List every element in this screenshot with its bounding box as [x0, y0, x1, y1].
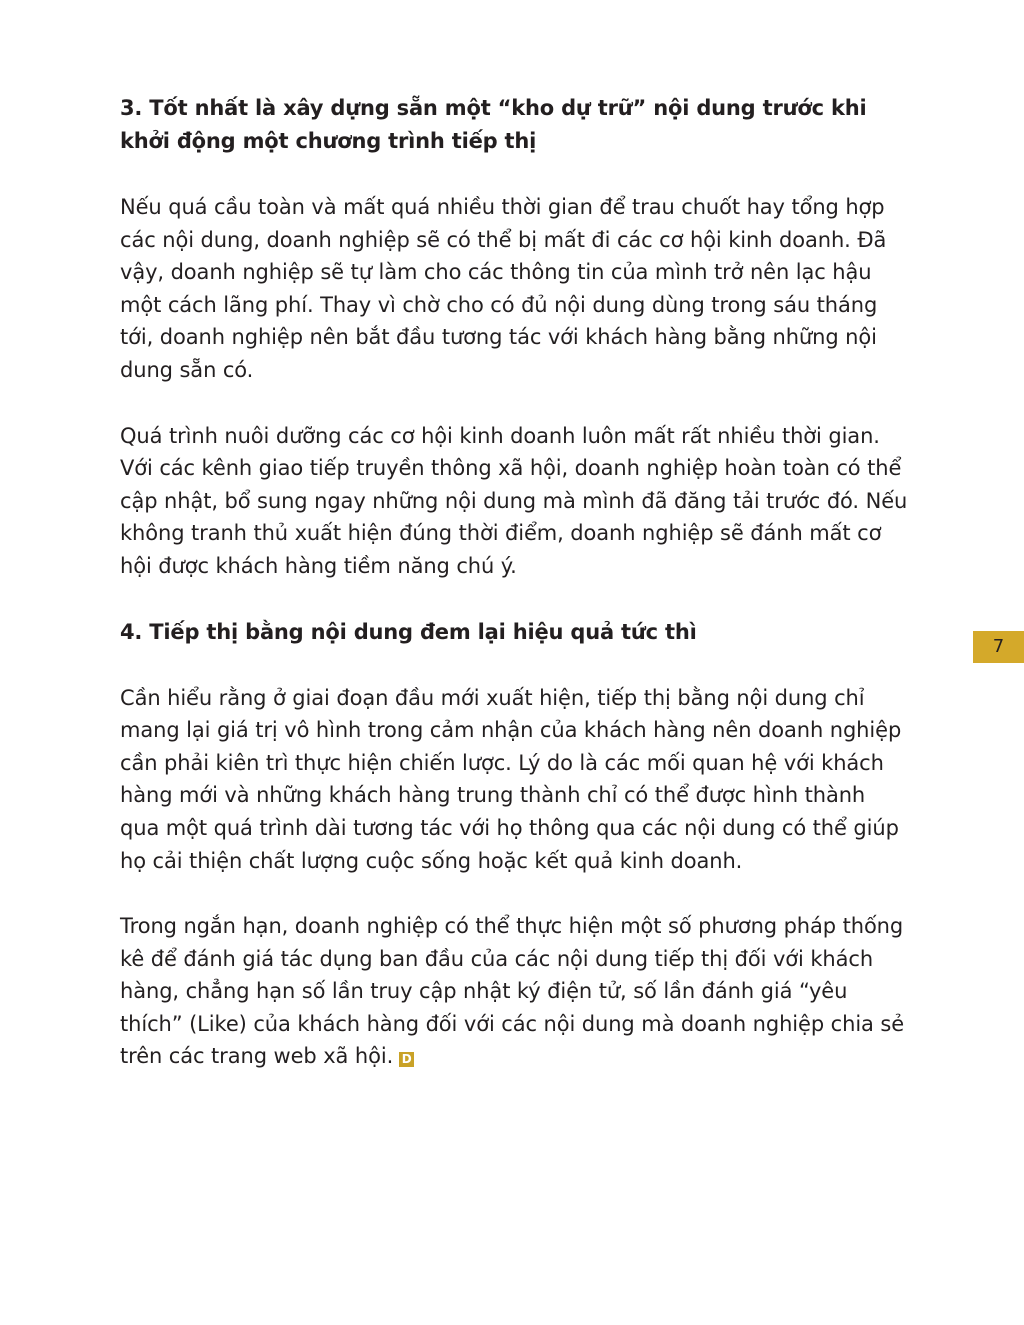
paragraph: Nếu quá cầu toàn và mất quá nhiều thời gian để trau chuốt hay tổng hợp các nội dung, doanh nghiệp sẽ có thể bị mất đi các cơ hội kinh doanh. Đã vậy, doanh nghiệp sẽ tự làm cho các thông tin của mình trở nên lạc hậu một cách lãng phí. Thay vì chờ cho có đủ nội dung dùng trong sáu tháng tới, doanh nghiệp nên bắt đầu tương tác với khách hàng bằng những nội dung sẵn có.	[120, 195, 887, 382]
page-content	[120, 92, 910, 1073]
page-number-tab: 7	[973, 631, 1024, 663]
paragraph: Cần hiểu rằng ở giai đoạn đầu mới xuất hiện, tiếp thị bằng nội dung chỉ mang lại giá trị vô hình trong cảm nhận của khách hàng nên doanh nghiệp cần phải kiên trì thực hiện chiến lược. Lý do là các mối quan hệ với khách hàng mới và những khách hàng trung thành chỉ có thể được hình thành qua một quá trình dài tương tác với họ thông qua các nội dung có thể giúp họ cải thiện chất lượng cuộc sống hoặc kết quả kinh doanh.	[120, 685, 902, 873]
section-heading-3: 3. Tốt nhất là xây dựng sẵn một “kho dự trữ” nội dung trước khi khởi động một chương trình tiếp thị	[120, 96, 867, 153]
last-paragraph-text: Trong ngắn hạn, doanh nghiệp có thể thực hiện một số phương pháp thống kê để đánh giá tác dụng ban đầu của các nội dung tiếp thị đối với khách hàng, chẳng hạn số lần truy cập nhật ký điện tử, số lần đánh giá “yêu thích” (Like) của khách hàng đối với các nội dung mà doanh nghiệp chia sẻ trên các trang web xã hội.	[120, 914, 905, 1069]
paragraph: Quá trình nuôi dưỡng các cơ hội kinh doanh luôn mất rất nhiều thời gian. Với các kênh giao tiếp truyền thông xã hội, doanh nghiệp hoàn toàn có thể cập nhật, bổ sung ngay những nội dung mà mình đã đăng tải trước đó. Nếu không tranh thủ xuất hiện đúng thời điểm, doanh nghiệp sẽ đánh mất cơ hội được khách hàng tiềm năng chú ý.	[120, 423, 908, 578]
end-mark-icon: D	[399, 1052, 414, 1067]
last-paragraph	[120, 910, 910, 1073]
section-heading-4: 4. Tiếp thị bằng nội dung đem lại hiệu quả tức thì	[120, 619, 697, 644]
